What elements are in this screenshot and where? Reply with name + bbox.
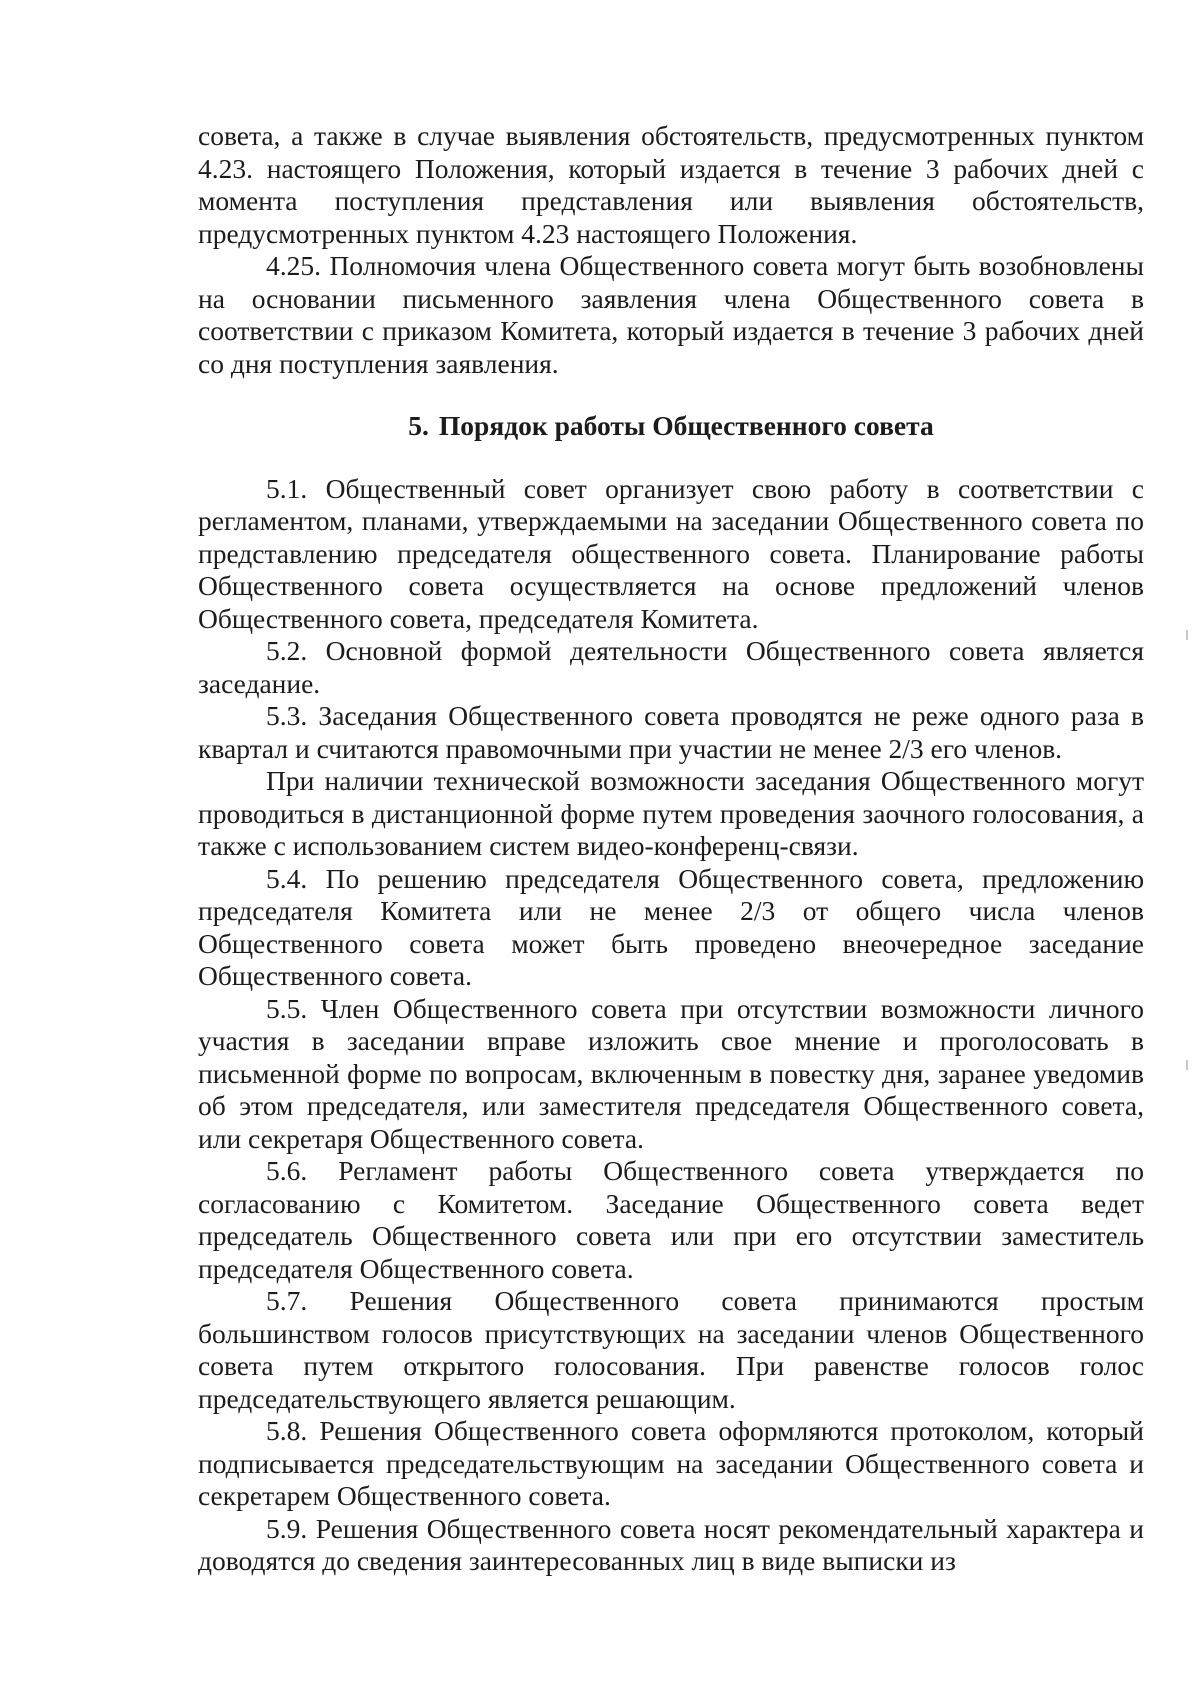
section-number: 5. [408,410,429,441]
scan-artifact [1186,630,1188,640]
paragraph-5-4: 5.4. По решению председателя Общественного совета, предложению председателя Комитета или не менее 2/3 от общего числа членов Общественного совета может быть проведено внеочередное заседание Общественного совета. [198,862,1144,991]
paragraph-5-8: 5.8. Решения Общественного совета оформляются протоколом, который подписывается председательствующим на заседании Общественного совета и секретарем Общественного совета. [198,1415,1144,1511]
paragraph-5-6: 5.6. Регламент работы Общественного совета утверждается по согласованию с Комитетом. Заседание Общественного совета ведет председатель Общественного совета или при его отсутствии заместитель председателя Общественного совета. [198,1155,1144,1284]
paragraph-5-9: 5.9. Решения Общественного совета носят рекомендательный характера и доводятся до сведения заинтересованных лиц в виде выписки из [198,1512,1144,1576]
paragraph-5-7: 5.7. Решения Общественного совета принимаются простым большинством голосов присутствующих на заседании членов Общественного совета путем открытого голосования. При равенстве голосов голос председательствующего является решающим. [198,1285,1144,1414]
paragraph-continuation: совета, а также в случае выявления обстоятельств, предусмотренных пунктом 4.23. настоящего Положения, который издается в течение 3 рабочих дней с момента поступления представления или выявления обстоятельств, предусмотренных пунктом 4.23 настоящего Положения. [198,120,1144,249]
section-title: Порядок работы Общественного совета [438,410,934,441]
paragraph-5-3-remote: При наличии технической возможности заседания Общественного могут проводиться в дистанционной форме путем проведения заочного голосования, а также с использованием систем видео-конференц-связи. [198,765,1144,861]
scan-artifact [1186,1060,1188,1070]
paragraph-5-2: 5.2. Основной формой деятельности Общественного совета является заседание. [198,635,1144,699]
document-body [198,120,1144,1578]
paragraph-5-3: 5.3. Заседания Общественного совета проводятся не реже одного раза в квартал и считаются правомочными при участии не менее 2/3 его членов. [198,700,1144,764]
paragraph-5-1: 5.1. Общественный совет организует свою работу в соответствии с регламентом, планами, утверждаемыми на заседании Общественного совета по представлению председателя общественного совета. Планирование работы Общественного совета осуществляется на основе предложений членов Общественного совета, председателя Комитета. [198,472,1144,634]
paragraph-4-25: 4.25. Полномочия члена Общественного совета могут быть возобновлены на основании письменного заявления члена Общественного совета в соответствии с приказом Комитета, который издается в течение 3 рабочих дней со дня поступления заявления. [198,250,1144,379]
section-heading [198,410,1144,443]
paragraph-5-5: 5.5. Член Общественного совета при отсутствии возможности личного участия в заседании вправе изложить свое мнение и проголосовать в письменной форме по вопросам, включенным в повестку дня, заранее уведомив об этом председателя, или заместителя председателя Общественного совета, или секретаря Общественного совета. [198,992,1144,1154]
